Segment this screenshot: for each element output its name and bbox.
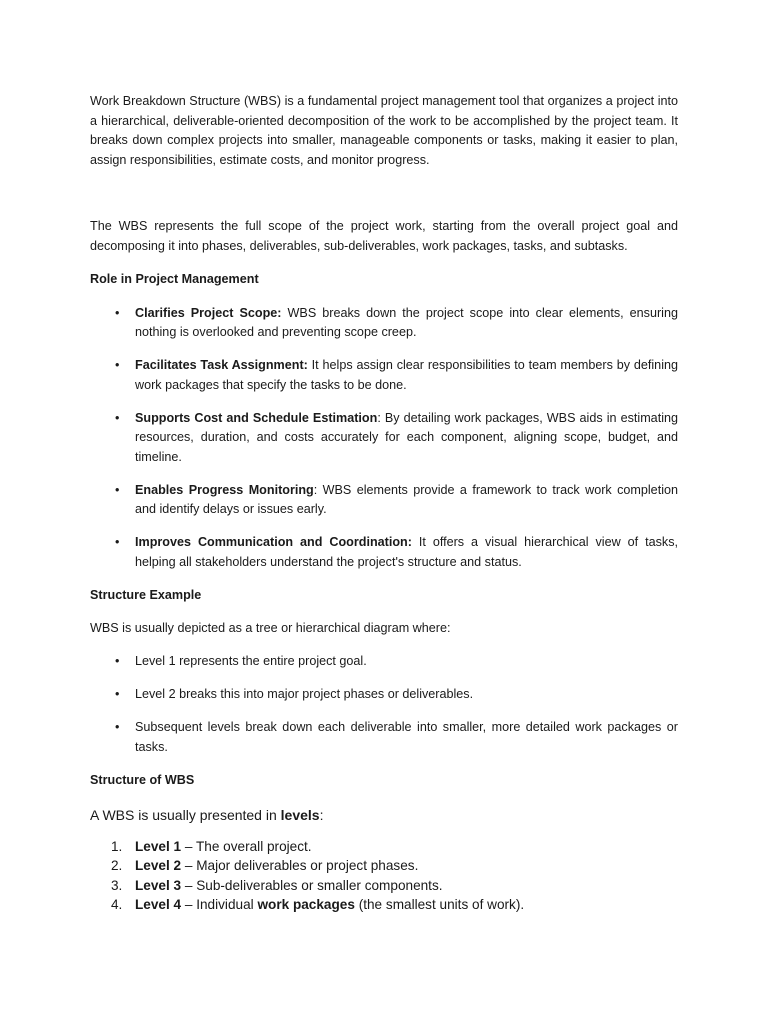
item-bold-label: Enables Progress Monitoring <box>135 482 314 497</box>
list-item <box>90 356 678 395</box>
level-item <box>90 895 678 914</box>
level-item <box>90 856 678 875</box>
levels-intro-bold: levels <box>280 807 320 823</box>
item-text: Level 2 breaks this into major project phases or deliverables. <box>135 687 474 701</box>
list-item <box>90 652 678 672</box>
item-text: It helps assign clear responsibilities to team members by defining work packages that specify the tasks to be done. <box>135 358 678 392</box>
level-number: 2. <box>111 858 123 874</box>
role-heading: Role in Project Management <box>90 272 259 286</box>
list-item <box>90 685 678 705</box>
level-label: Level 3 <box>135 877 182 893</box>
level-label: Level 1 <box>135 839 182 854</box>
list-item <box>90 304 678 343</box>
item-bold-label: Supports Cost and Schedule Estimation <box>135 410 378 425</box>
structure-of-wbs-heading: Structure of WBS <box>90 772 195 787</box>
level-number: 4. <box>111 896 123 912</box>
level-label: Level 4 <box>135 896 182 912</box>
role-list <box>90 304 678 573</box>
item-text: Subsequent levels break down each deliverable into smaller, more detailed work packages or tasks. <box>135 720 678 754</box>
intro-paragraph-2: The WBS represents the full scope of the project work, starting from the overall project goal and decomposing it into phases, deliverables, sub-deliverables, work packages, tasks, and subtasks. <box>90 219 678 253</box>
item-text: It offers a visual hierarchical view of tasks, helping all stakeholders understand the project's structure and status. <box>135 535 678 569</box>
list-item <box>90 409 678 468</box>
level-text: – The overall project. <box>181 839 312 854</box>
list-item <box>90 481 678 520</box>
level-item <box>90 876 678 895</box>
item-text: : By detailing work packages, WBS aids in estimating resources, duration, and costs accurately for each component, aligning scope, budget, and timeline. <box>135 410 678 464</box>
level-text: – Major deliverables or project phases. <box>181 858 419 874</box>
bullet-icon: • <box>115 687 120 701</box>
intro-paragraph-1: Work Breakdown Structure (WBS) is a fundamental project management tool that organizes a project into a hierarchical, deliverable-oriented decomposition of the work to be accomplished by the project team. It breaks down complex projects into smaller, manageable components or tasks, making it easier to plan, assign responsibilities, estimate costs, and monitor progress. <box>90 94 678 167</box>
level-item <box>90 837 678 856</box>
item-bold-label: Clarifies Project Scope: <box>135 305 282 320</box>
levels-list <box>90 837 678 914</box>
levels-intro-prefix: A WBS is usually presented in <box>90 807 281 823</box>
levels-intro-suffix: : <box>319 807 324 823</box>
levels-intro <box>90 805 678 825</box>
level-text: – Sub-deliverables or smaller components. <box>181 877 443 893</box>
bullet-icon: • <box>115 535 120 549</box>
structure-example-heading: Structure Example <box>90 587 202 602</box>
list-item <box>90 718 678 757</box>
item-text: WBS breaks down the project scope into clear elements, ensuring nothing is overlooked and preventing scope creep. <box>135 305 678 339</box>
level-label: Level 2 <box>135 858 182 874</box>
bullet-icon: • <box>115 305 120 320</box>
bullet-icon: • <box>115 482 120 497</box>
item-bold-label: Facilitates Task Assignment: <box>135 358 308 372</box>
document-body <box>90 92 678 914</box>
level-number: 3. <box>111 877 123 893</box>
level-number: 1. <box>111 839 123 854</box>
item-text: Level 1 represents the entire project goal. <box>135 654 367 668</box>
bullet-icon: • <box>115 410 120 425</box>
bullet-icon: • <box>115 654 120 668</box>
structure-example-list <box>90 652 678 757</box>
item-bold-label: Improves Communication and Coordination: <box>135 535 412 549</box>
list-item <box>90 533 678 572</box>
bullet-icon: • <box>115 720 120 734</box>
structure-example-intro: WBS is usually depicted as a tree or hierarchical diagram where: <box>90 621 451 635</box>
level-bold-phrase: work packages <box>257 896 355 912</box>
item-text: : WBS elements provide a framework to track work completion and identify delays or issues early. <box>135 482 678 516</box>
level-text: – Individual <box>181 896 258 912</box>
bullet-icon: • <box>115 358 120 372</box>
level-text-tail: (the smallest units of work). <box>354 896 525 912</box>
